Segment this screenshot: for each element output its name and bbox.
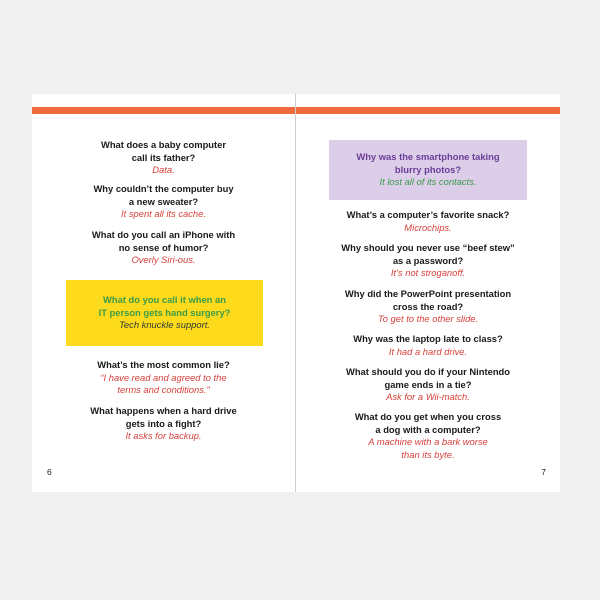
- joke: [296, 209, 560, 234]
- joke-question-line: Why should you never use “beef stew”: [341, 242, 515, 253]
- joke: [32, 229, 295, 267]
- joke: [296, 411, 560, 461]
- highlight-box: [66, 280, 263, 346]
- left-page: [32, 94, 296, 492]
- joke-answer-line: It had a hard drive.: [388, 345, 468, 357]
- joke: [296, 242, 560, 280]
- joke-question-line: What should you do if your Nintendo: [345, 366, 511, 377]
- highlight-question-line: What do you call it when an: [103, 294, 226, 306]
- joke-answer-line: To get to the other slide.: [377, 313, 479, 325]
- joke-question-line: as a password?: [392, 254, 464, 266]
- joke-question-line: game ends in a tie?: [384, 378, 472, 390]
- joke: [296, 366, 560, 404]
- accent-bar: [296, 107, 560, 114]
- joke-answer-line: A machine with a bark worse: [368, 436, 488, 448]
- highlight-answer-line: Tech knuckle support.: [119, 319, 210, 331]
- joke: [296, 333, 560, 358]
- joke-question-line: What’s a computer’s favorite snack?: [346, 209, 510, 220]
- joke-answer-line: It asks for backup.: [125, 430, 202, 442]
- joke-question-line: Why couldn’t the computer buy: [93, 183, 234, 194]
- joke-question-line: What do you call an iPhone with: [91, 229, 236, 240]
- joke-question-line: What happens when a hard drive: [90, 405, 237, 416]
- joke-question-line: cross the road?: [392, 300, 464, 312]
- right-page: [296, 94, 560, 492]
- joke-answer-line: Ask for a Wii-match.: [386, 391, 470, 403]
- joke-question-line: Why did the PowerPoint presentation: [344, 288, 512, 299]
- joke-answer-line: Data.: [152, 164, 175, 176]
- joke-question-line: a new sweater?: [128, 195, 199, 207]
- highlight-box: [329, 140, 527, 200]
- page-number: 6: [47, 467, 52, 477]
- joke-question-line: What do you get when you cross: [354, 411, 502, 422]
- joke-answer-line: terms and conditions.”: [117, 384, 210, 396]
- highlight-answer-line: It lost all of its contacts.: [379, 176, 477, 188]
- joke-answer-line: than its byte.: [401, 448, 455, 460]
- joke-answer-line: “I have read and agreed to the: [100, 371, 227, 383]
- joke: [32, 359, 295, 397]
- joke-question-line: a dog with a computer?: [375, 423, 481, 435]
- accent-bar: [32, 107, 295, 114]
- joke-answer-line: Microchips.: [404, 221, 452, 233]
- highlight-question-line: IT person gets hand surgery?: [98, 306, 231, 318]
- joke-answer-line: It spent all its cache.: [121, 208, 206, 220]
- highlight-question-line: blurry photos?: [394, 163, 462, 175]
- joke-answer-line: It’s not stroganoff.: [390, 267, 466, 279]
- joke-question-line: Why was the laptop late to class?: [353, 333, 503, 344]
- joke: [32, 405, 295, 443]
- joke-question-line: call its father?: [131, 151, 196, 163]
- book-spread: [32, 94, 560, 492]
- joke-question-line: What’s the most common lie?: [97, 359, 230, 370]
- joke: [296, 288, 560, 326]
- joke-question-line: What does a baby computer: [100, 139, 227, 150]
- highlight-question-line: Why was the smartphone taking: [356, 151, 500, 163]
- page-number: 7: [541, 467, 546, 477]
- joke: [32, 139, 295, 177]
- joke-question-line: no sense of humor?: [118, 241, 209, 253]
- joke-question-line: gets into a fight?: [125, 417, 202, 429]
- joke: [32, 183, 295, 221]
- joke-answer-line: Overly Siri-ous.: [131, 254, 196, 266]
